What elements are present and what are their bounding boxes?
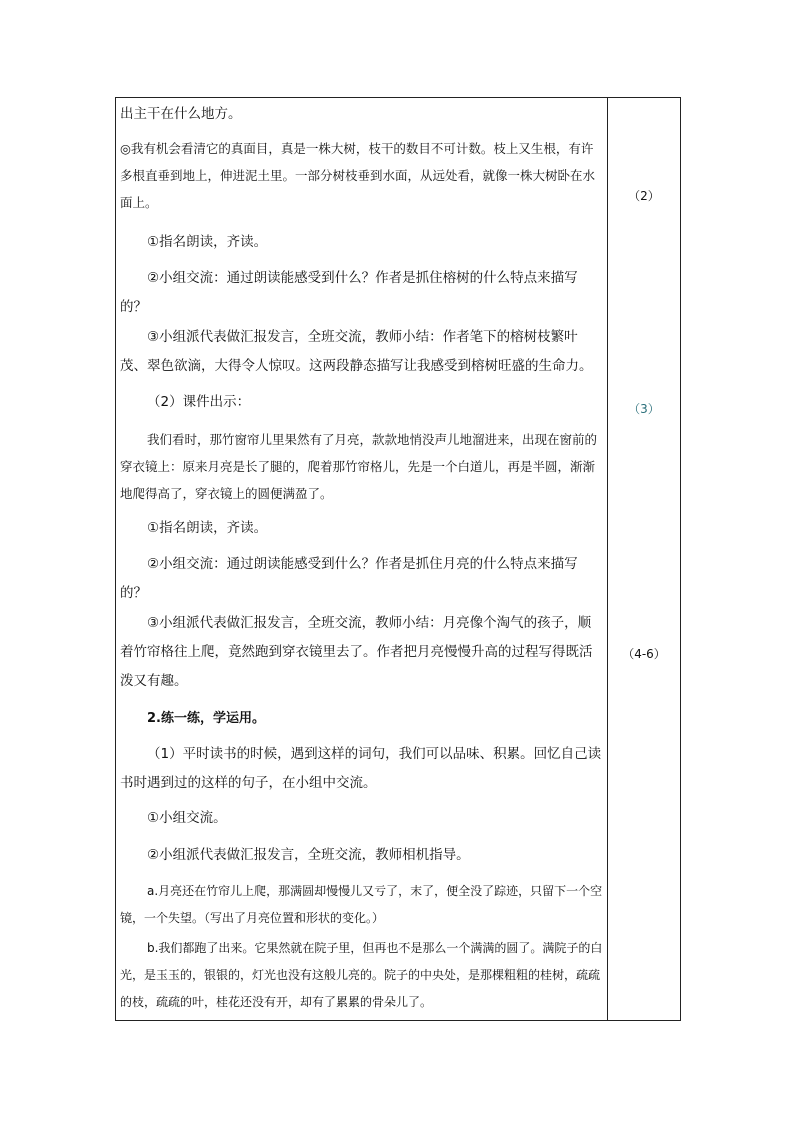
paragraph-group-exchange: ①小组交流。: [147, 810, 227, 826]
paragraph-banyan-quote: ◎我有机会看清它的真面目，真是一株大树，枝干的数目不可计数。枝上又生根，有许多根直垂到地上，伸进泥土里。一部分树枝垂到水面，从远处看，就像一株大树卧在水面上。: [120, 141, 596, 210]
margin-note-2: （2）: [628, 189, 660, 203]
lesson-content-cell: [116, 98, 607, 1020]
margin-note-4-6: （4-6）: [622, 647, 666, 661]
paragraph-read-aloud-2: ①指名朗读，齐读。: [147, 520, 268, 536]
example-a: a.月亮还在竹帘儿上爬，那满圆却慢慢儿又亏了，末了，便全没了踪迹，只留下一个空镜，一个失望。（写出了月亮位置和形状的变化。）: [120, 884, 603, 925]
lesson-table: [115, 97, 681, 1021]
paragraph-read-aloud-1: ①指名朗读，齐读。: [147, 234, 268, 250]
margin-note-3: （3）: [628, 402, 660, 416]
paragraph-teacher-summary-1: ③小组派代表做汇报发言，全班交流，教师小结：作者笔下的榕树枝繁叶茂、翠色欲滴，大得令人惊叹。这两段静态描写让我感受到榕树旺盛的生命力。: [120, 329, 593, 374]
example-b: b.我们都跑了出来。它果然就在院子里，但再也不是那么一个满满的圆了。满院子的白光，是玉玉的，银银的，灯光也没有这般儿亮的。院子的中央处，是那棵粗粗的桂树，疏疏的枝，疏疏的叶，桂花还没有开，却有了累累的骨朵儿了。: [120, 941, 603, 1009]
paragraph-continuation: 出主干在什么地方。: [120, 106, 242, 122]
paragraph-group-report: ②小组派代表做汇报发言，全班交流，教师相机指导。: [147, 847, 470, 863]
paragraph-moon-quote: 我们看时，那竹窗帘儿里果然有了月亮，款款地悄没声儿地溜进来，出现在窗前的穿衣镜上：原来月亮是长了腿的，爬着那竹帘格儿，先是一个白道儿，再是半圆，渐渐地爬得高了，穿衣镜上的圆便满盈了。: [120, 432, 598, 501]
paragraph-teacher-summary-2: ③小组派代表做汇报发言，全班交流，教师小结：月亮像个淘气的孩子，顺着竹帘格往上爬，竟然跑到穿衣镜里去了。作者把月亮慢慢升高的过程写得既活泼又有趣。: [120, 615, 593, 689]
paragraph-practice-instruction: （1）平时读书的时候，遇到这样的词句，我们可以品味、积累。回忆自己读书时遇到过的这样的句子，在小组中交流。: [120, 746, 602, 791]
paragraph-group-discussion-1: ②小组交流：通过朗读能感受到什么？作者是抓住榕树的什么特点来描写的？: [120, 270, 578, 315]
section-heading-practice: 2.练一练，学运用。: [147, 711, 265, 726]
paragraph-courseware-heading: （2）课件出示：: [147, 394, 251, 410]
margin-notes-cell: [608, 98, 680, 1020]
paragraph-group-discussion-2: ②小组交流：通过朗读能感受到什么？作者是抓住月亮的什么特点来描写的？: [120, 556, 578, 601]
